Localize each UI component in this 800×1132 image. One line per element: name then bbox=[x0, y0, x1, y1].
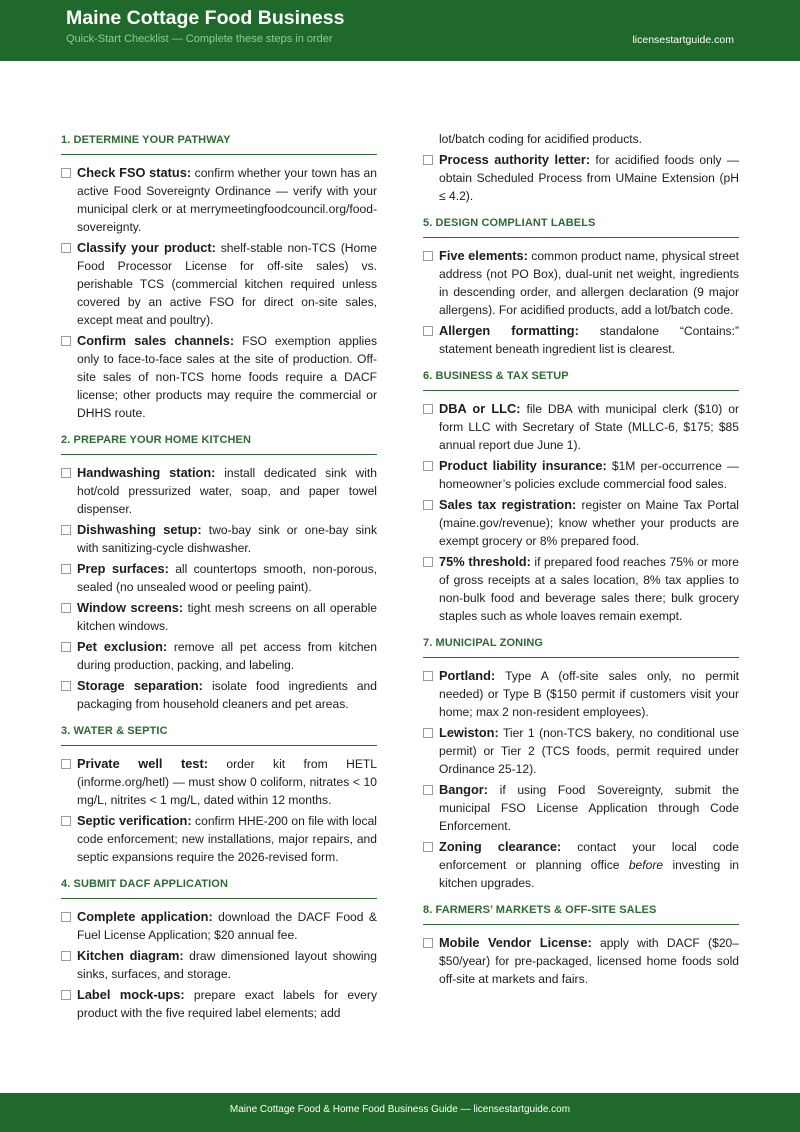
checkbox-icon[interactable] bbox=[61, 759, 71, 769]
checklist-item: Window screens: tight mesh screens on all operable kitchen windows. bbox=[61, 599, 377, 635]
section-title: 7. MUNICIPAL ZONING bbox=[423, 633, 739, 658]
checklist-item: Complete application: download the DACF Food & Fuel License Application; $20 annual fee. bbox=[61, 908, 377, 944]
checklist-item: Zoning clearance: contact your local code enforcement or planning office before investing in kitchen upgrades. bbox=[423, 838, 739, 892]
checkbox-icon[interactable] bbox=[61, 951, 71, 961]
page-footer: Maine Cottage Food & Home Food Business Guide — licensestartguide.com bbox=[0, 1093, 800, 1132]
checklist-item: Five elements: common product name, physical street address (not PO Box), dual-unit net weight, ingredients in descending order, and allergen declaration (9 major allergens). For acidified products, add a lot/batch code. bbox=[423, 247, 739, 319]
section-title: 1. DETERMINE YOUR PATHWAY bbox=[61, 130, 377, 155]
section-title: 3. WATER & SEPTIC bbox=[61, 721, 377, 746]
checkbox-icon[interactable] bbox=[423, 557, 433, 567]
checklist-item: Storage separation: isolate food ingredients and packaging from household cleaners and pet areas. bbox=[61, 677, 377, 713]
checkbox-icon[interactable] bbox=[61, 168, 71, 178]
checklist-item: Kitchen diagram: draw dimensioned layout showing sinks, surfaces, and storage. bbox=[61, 947, 377, 983]
section-pathway bbox=[61, 130, 377, 422]
section-title: 4. SUBMIT DACF APPLICATION bbox=[61, 874, 377, 899]
checklist-item: Bangor: if using Food Sovereignty, submit the municipal FSO License Application through Code Enforcement. bbox=[423, 781, 739, 835]
section-markets bbox=[423, 900, 739, 988]
checkbox-icon[interactable] bbox=[423, 461, 433, 471]
right-column bbox=[423, 130, 739, 996]
checklist-item: Portland: Type A (off-site sales only, no permit needed) or Type B ($150 permit if customers visit your home; max 2 non-resident employees). bbox=[423, 667, 739, 721]
checkbox-icon[interactable] bbox=[61, 681, 71, 691]
section-dacf-application-cont bbox=[423, 151, 739, 205]
site-url: licensestartguide.com bbox=[632, 34, 734, 46]
page-subtitle: Quick-Start Checklist — Complete these steps in order bbox=[66, 33, 333, 45]
left-column bbox=[61, 130, 377, 1030]
checklist-item: Sales tax registration: register on Maine Tax Portal (maine.gov/revenue); know whether your products are exempt grocery or 8% prepared food. bbox=[423, 496, 739, 550]
checkbox-icon[interactable] bbox=[423, 251, 433, 261]
checklist-item: Process authority letter: for acidified foods only — obtain Scheduled Process from UMaine Extension (pH ≤ 4.2). bbox=[423, 151, 739, 205]
checkbox-icon[interactable] bbox=[423, 671, 433, 681]
checklist-item: Dishwashing setup: two-bay sink or one-bay sink with sanitizing-cycle dishwasher. bbox=[61, 521, 377, 557]
checkbox-icon[interactable] bbox=[423, 785, 433, 795]
checkbox-icon[interactable] bbox=[61, 243, 71, 253]
checkbox-icon[interactable] bbox=[423, 842, 433, 852]
section-zoning bbox=[423, 633, 739, 892]
page-header bbox=[0, 0, 800, 61]
checkbox-icon[interactable] bbox=[61, 603, 71, 613]
section-labels bbox=[423, 213, 739, 358]
checklist-item: DBA or LLC: file DBA with municipal clerk ($10) or form LLC with Secretary of State (MLLC-6, $175; $85 annual report due June 1). bbox=[423, 400, 739, 454]
checklist-item: Classify your product: shelf-stable non-TCS (Home Food Processor License for off-site sales) vs. perishable TCS (commercial kitchen required unless covered by an active FSO for direct on-site sales, except meat and poultry). bbox=[61, 239, 377, 329]
checklist-item: Product liability insurance: $1M per-occurrence — homeowner’s policies exclude commercial food sales. bbox=[423, 457, 739, 493]
checklist-item: Label mock-ups: prepare exact labels for every product with the five required label elements; add bbox=[61, 986, 377, 1022]
section-title: 8. FARMERS’ MARKETS & OFF-SITE SALES bbox=[423, 900, 739, 925]
item-continuation: lot/batch coding for acidified products. bbox=[439, 132, 643, 146]
checklist-item: Allergen formatting: standalone “Contains:” statement beneath ingredient list is clearest. bbox=[423, 322, 739, 358]
section-title: 5. DESIGN COMPLIANT LABELS bbox=[423, 213, 739, 238]
checklist-item: Prep surfaces: all countertops smooth, non-porous, sealed (no unsealed wood or peeling paint). bbox=[61, 560, 377, 596]
section-water-septic bbox=[61, 721, 377, 866]
checklist-item: 75% threshold: if prepared food reaches 75% or more of gross receipts at a sales location, 8% tax applies to non-bulk food and beverage sales there; bulk grocery staples such as whole loaves remain exempt. bbox=[423, 553, 739, 625]
checkbox-icon[interactable] bbox=[423, 404, 433, 414]
checkbox-icon[interactable] bbox=[61, 990, 71, 1000]
checkbox-icon[interactable] bbox=[61, 642, 71, 652]
checkbox-icon[interactable] bbox=[61, 468, 71, 478]
checklist-item: Pet exclusion: remove all pet access from kitchen during production, packing, and labeling. bbox=[61, 638, 377, 674]
checklist-item: Lewiston: Tier 1 (non-TCS bakery, no conditional use permit) or Tier 2 (TCS foods, permit required under Ordinance 25-12). bbox=[423, 724, 739, 778]
checklist-item: Mobile Vendor License: apply with DACF ($20–$50/year) for pre-packaged, licensed home foods sold off-site at markets and fairs. bbox=[423, 934, 739, 988]
checklist-item: Check FSO status: confirm whether your town has an active Food Sovereignty Ordinance — verify with your municipal clerk or at merrymeetingfoodcouncil.org/food-sovereignty. bbox=[61, 164, 377, 236]
checklist-item: Septic verification: confirm HHE-200 on file with local code enforcement; new installations, major repairs, and septic expansions require the 2026-revised form. bbox=[61, 812, 377, 866]
checklist-item: Confirm sales channels: FSO exemption applies only to face-to-face sales at the site of production. Off-site sales of non-TCS home foods require a DACF license; other products may require the commercial or DHHS route. bbox=[61, 332, 377, 422]
checkbox-icon[interactable] bbox=[61, 564, 71, 574]
section-title: 6. BUSINESS & TAX SETUP bbox=[423, 366, 739, 391]
section-kitchen bbox=[61, 430, 377, 713]
checklist-item: Private well test: order kit from HETL (informe.org/hetl) — must show 0 coliform, nitrates < 10 mg/L, nitrites < 1 mg/L, dated within 12 months. bbox=[61, 755, 377, 809]
section-dacf-application bbox=[61, 874, 377, 1022]
checkbox-icon[interactable] bbox=[61, 912, 71, 922]
checkbox-icon[interactable] bbox=[61, 525, 71, 535]
checkbox-icon[interactable] bbox=[423, 938, 433, 948]
checkbox-icon[interactable] bbox=[423, 155, 433, 165]
checkbox-icon[interactable] bbox=[61, 816, 71, 826]
checkbox-icon[interactable] bbox=[423, 500, 433, 510]
checkbox-icon[interactable] bbox=[61, 336, 71, 346]
section-business-tax bbox=[423, 366, 739, 625]
section-title: 2. PREPARE YOUR HOME KITCHEN bbox=[61, 430, 377, 455]
checklist-item: Handwashing station: install dedicated sink with hot/cold pressurized water, soap, and paper towel dispenser. bbox=[61, 464, 377, 518]
page-title: Maine Cottage Food Business bbox=[66, 7, 345, 29]
checkbox-icon[interactable] bbox=[423, 326, 433, 336]
checkbox-icon[interactable] bbox=[423, 728, 433, 738]
